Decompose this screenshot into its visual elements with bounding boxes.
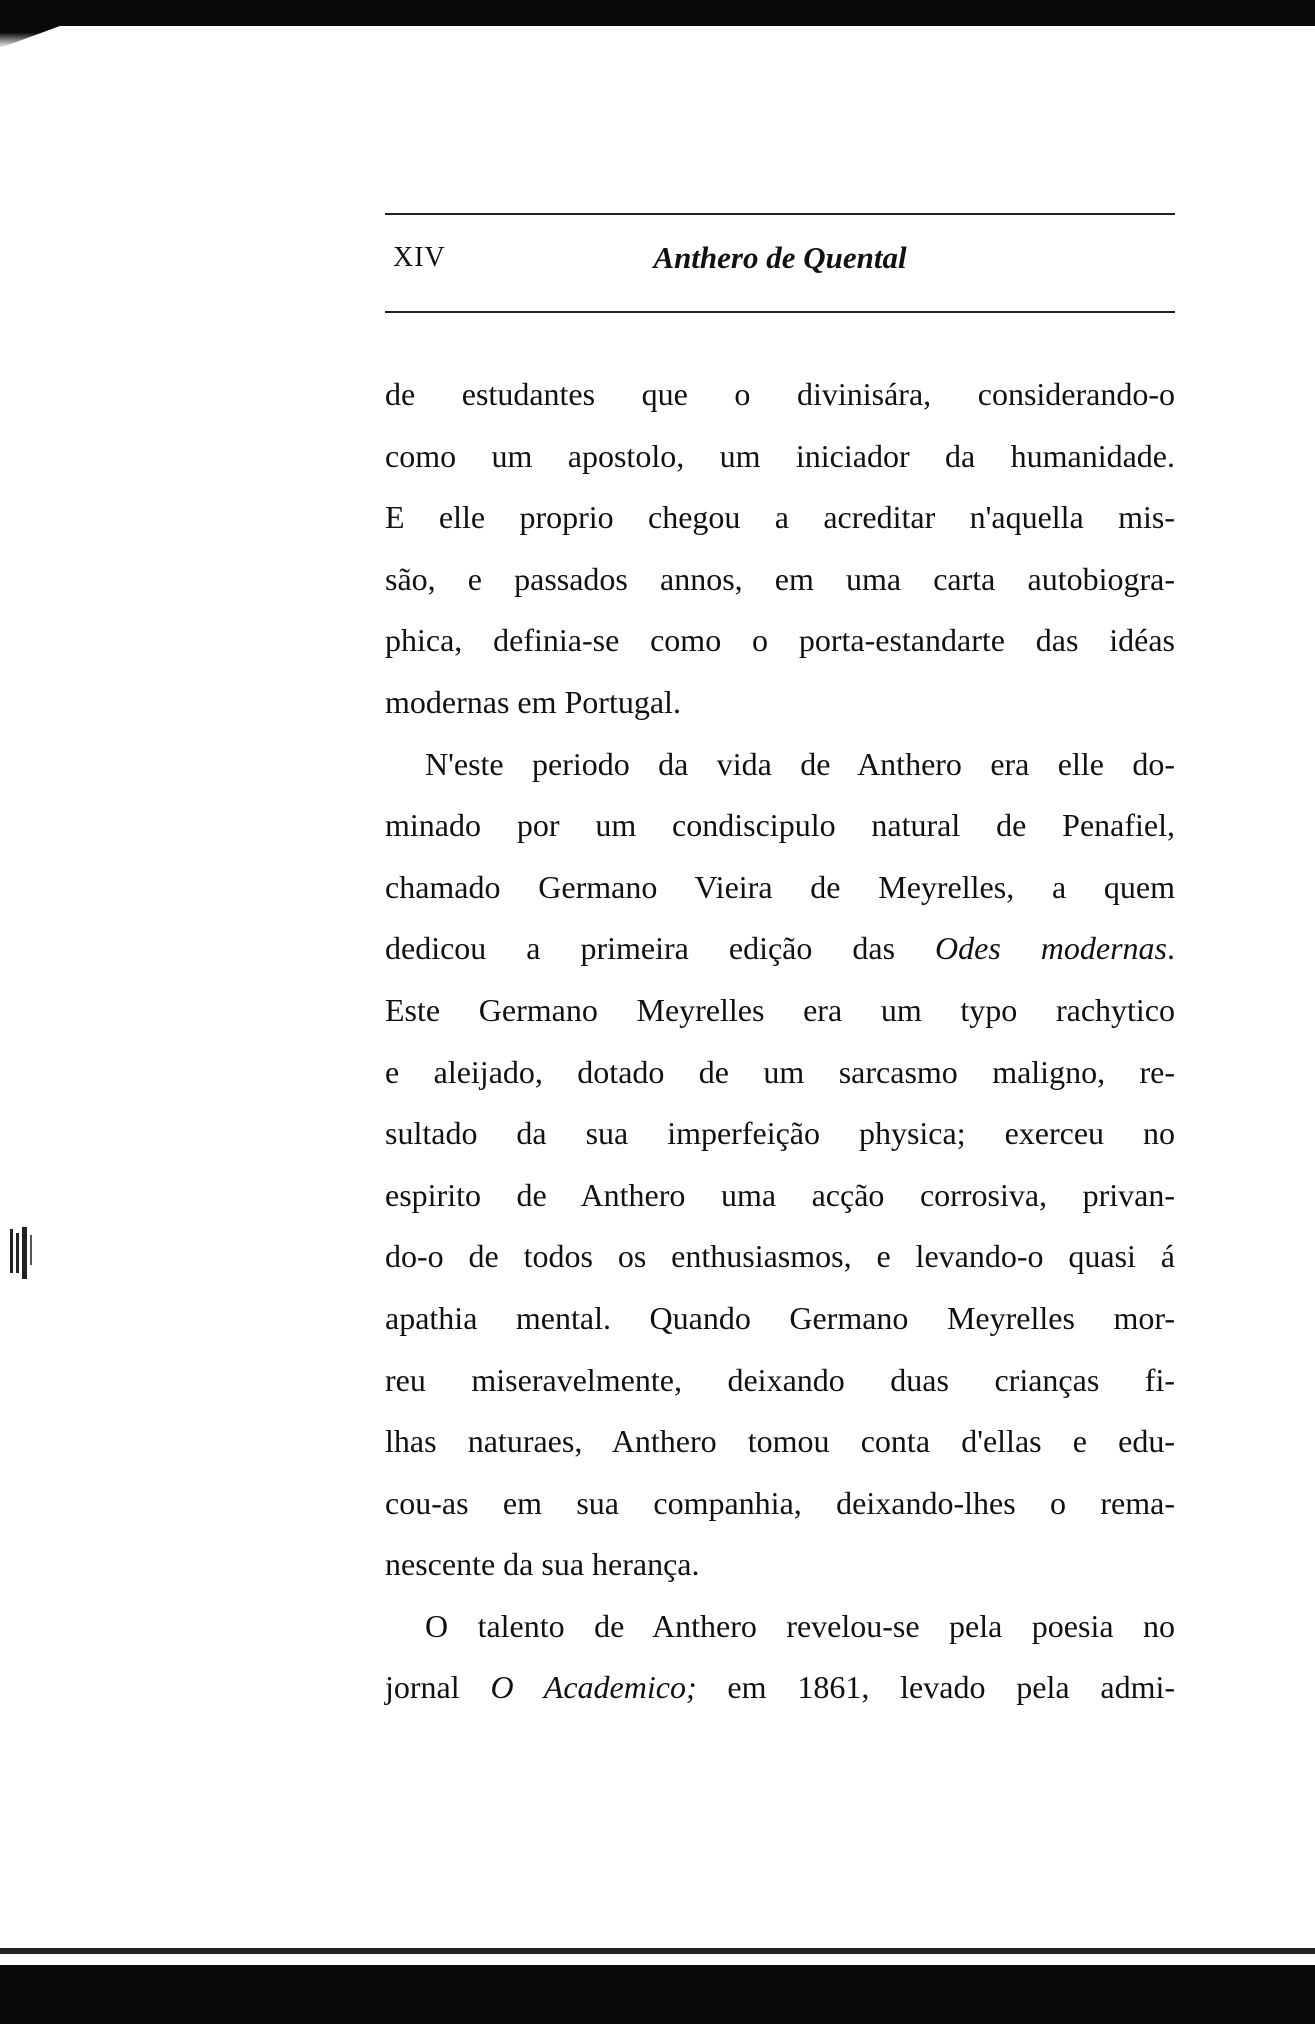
text-line: do-o de todos os enthusiasmos, e levando-o quasi á <box>385 1238 1175 1275</box>
text-line: modernas em Portugal. <box>385 683 681 720</box>
text-segment: dedicou a primeira edição das <box>385 930 936 967</box>
scan-edge-top <box>0 0 1315 26</box>
text-line-with-italic <box>385 1657 1175 1719</box>
italic-title: O Academico; <box>490 1669 697 1706</box>
header-rule-top <box>385 213 1175 215</box>
scan-edge-top-notch <box>0 26 60 48</box>
text-line: nescente da sua herança. <box>385 1546 700 1583</box>
paragraph-start-line: N'este periodo da vida de Anthero era elle do- <box>425 745 1175 782</box>
text-line: são, e passados annos, em uma carta autobiogra- <box>385 560 1175 597</box>
italic-title: Odes modernas <box>935 930 1168 967</box>
text-line: reu miseravelmente, deixando duas crianças fi- <box>385 1361 1175 1398</box>
text-line: E elle proprio chegou a acreditar n'aquella mis- <box>385 499 1175 536</box>
text-line: lhas naturaes, Anthero tomou conta d'ellas e edu- <box>385 1423 1175 1460</box>
header-rule-bottom <box>385 311 1175 313</box>
body-text <box>385 364 1175 1719</box>
margin-mark <box>8 1225 48 1285</box>
text-line: e aleijado, dotado de um sarcasmo maligno, re- <box>385 1053 1175 1090</box>
text-line: cou-as em sua companhia, deixando-lhes o rema- <box>385 1484 1175 1521</box>
scan-edge-bottom-line <box>0 1948 1315 1954</box>
text-line: apathia mental. Quando Germano Meyrelles mor- <box>385 1299 1175 1336</box>
running-title: Anthero de Quental <box>653 240 907 275</box>
text-segment: . <box>1167 930 1176 967</box>
text-line: minado por um condiscipulo natural de Penafiel, <box>385 807 1175 844</box>
paragraph-start-line: O talento de Anthero revelou-se pela poesia no <box>425 1607 1175 1644</box>
page-number: XIV <box>393 242 446 273</box>
text-segment: jornal <box>385 1669 491 1706</box>
text-line: sultado da sua imperfeição physica; exerceu no <box>385 1115 1175 1152</box>
text-line-with-italic <box>385 918 1175 980</box>
page-header <box>385 240 1175 290</box>
text-segment: em 1861, levado pela admi- <box>696 1669 1175 1706</box>
text-line: de estudantes que o divinisára, considerando-o <box>385 376 1175 412</box>
text-line: como um apostolo, um iniciador da humanidade. <box>385 437 1175 474</box>
text-line: chamado Germano Vieira de Meyrelles, a quem <box>385 868 1175 905</box>
text-line: espirito de Anthero uma acção corrosiva, privan- <box>385 1176 1175 1213</box>
scan-edge-bottom <box>0 1965 1315 2024</box>
text-line: Este Germano Meyrelles era um typo rachytico <box>385 991 1175 1028</box>
text-line: phica, definia-se como o porta-estandarte das idéas <box>385 622 1175 659</box>
